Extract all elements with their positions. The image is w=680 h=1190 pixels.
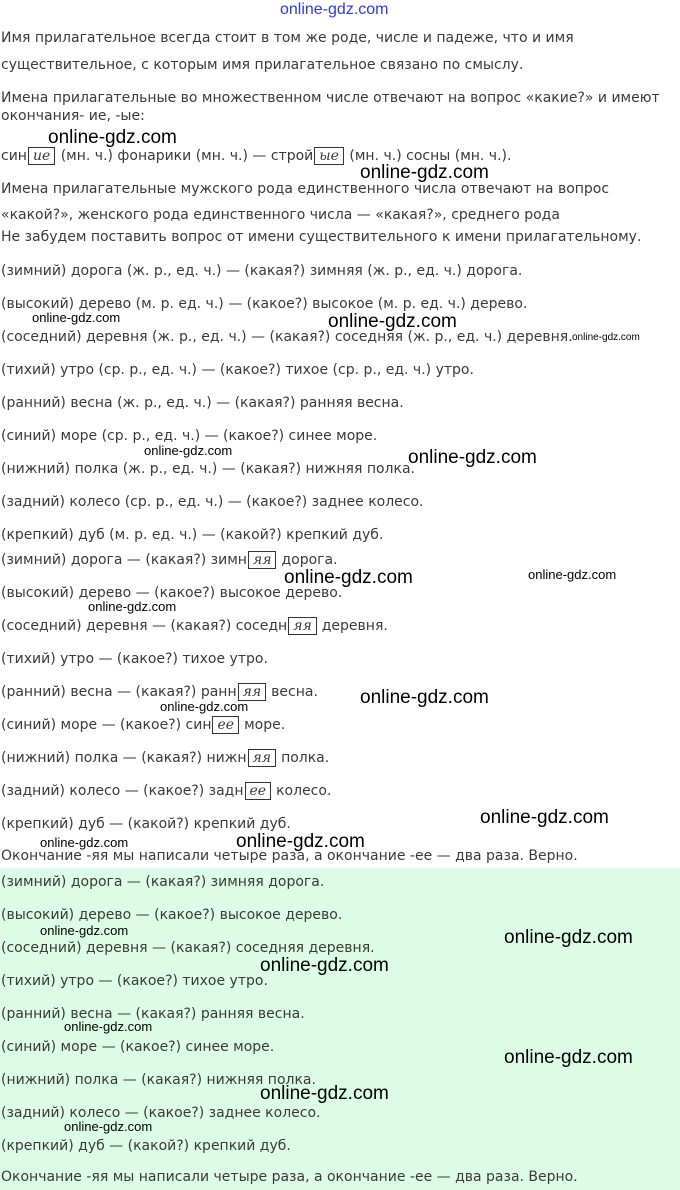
row-text: (ранний) весна — (какая?) ранн (1, 684, 237, 700)
row-text: море. (244, 717, 286, 733)
watermark: online-gdz.com (360, 687, 489, 708)
watermark: online-gdz.com (360, 162, 489, 183)
ending-box: ые (314, 147, 344, 165)
watermark: online-gdz.com (40, 923, 129, 938)
final-row: (ранний) весна — (какая?) ранняя весна. (1, 1006, 305, 1022)
watermark: online-gdz.com (408, 447, 537, 468)
row-text: (нижний) полка — (какая?) нижн (1, 750, 247, 766)
watermark: online-gdz.com (64, 1119, 153, 1134)
answer-row: (крепкий) дуб — (какой?) крепкий дуб. (1, 816, 291, 832)
row-text: (соседний) деревня — (какая?) соседн (1, 618, 288, 634)
answer-row: (высокий) дерево — (какое?) высокое дерево. (1, 585, 343, 601)
watermark: online-gdz.com (328, 311, 457, 332)
rule-line: окончания- ие, -ые: (1, 108, 145, 124)
final-row: (задний) колесо — (какое?) заднее колесо. (1, 1105, 321, 1121)
ending-box: яя (238, 683, 267, 701)
example-row: (зимний) дорога (ж. р., ед. ч.) — (какая?) зимняя (ж. р., ед. ч.) дорога. (1, 263, 523, 279)
final-row: (соседний) деревня — (какая?) соседняя деревня. (1, 940, 375, 956)
answer-row (1, 617, 388, 635)
watermark: online-gdz.com (236, 831, 365, 852)
row-text: (синий) море — (какое?) син (1, 717, 212, 733)
watermark: online-gdz.com (160, 699, 249, 714)
watermark: online-gdz.com (32, 310, 121, 325)
example-text: (мн. ч.) сосны (мн. ч.). (349, 148, 512, 164)
ending-box: ее (212, 716, 239, 734)
final-row: (тихий) утро — (какое?) тихое утро. (1, 973, 268, 989)
watermark: online-gdz.com (480, 807, 609, 828)
watermark: online-gdz.com (64, 1019, 153, 1034)
example-row: (нижний) полка (ж. р., ед. ч.) — (какая?) нижняя полка. (1, 461, 415, 477)
example-text: син (1, 148, 27, 164)
watermark: online-gdz.com (48, 127, 177, 148)
final-row: (зимний) дорога — (какая?) зимняя дорога. (1, 874, 325, 890)
row-text: деревня. (321, 618, 388, 634)
example-row: (тихий) утро (ср. р., ед. ч.) — (какое?) тихое (ср. р., ед. ч.) утро. (1, 362, 474, 378)
row-text: полка. (281, 750, 330, 766)
example-row: (ранний) весна (ж. р., ед. ч.) — (какая?) ранняя весна. (1, 395, 404, 411)
example-text: (мн. ч.) фонарики (мн. ч.) — строй (60, 148, 314, 164)
watermark: online-gdz.com (40, 835, 129, 850)
ending-box: ие (28, 147, 55, 165)
ending-box: ее (245, 782, 272, 800)
rule-line: «какой?», женского рода единственного числа — «какая?», среднего рода (1, 207, 560, 223)
conclusion-2: Окончание -яя мы написали четыре раза, а окончание -ее — два раза. Верно. (1, 1169, 578, 1185)
answer-row (1, 749, 329, 767)
rule-line: Имя прилагательное всегда стоит в том же роде, числе и падеже, что и имя (1, 30, 574, 46)
watermark: online-gdz.com (144, 443, 233, 458)
rule-line: существительное, с которым имя прилагательное связано по смыслу. (1, 57, 524, 73)
ending-box: яя (248, 749, 277, 767)
watermark: online-gdz.com (528, 567, 617, 582)
watermark: online-gdz.com (572, 332, 640, 343)
row-text: (зимний) дорога — (какая?) зимн (1, 552, 247, 568)
answer-row: (тихий) утро — (какое?) тихое утро. (1, 651, 268, 667)
row-text: дорога. (281, 552, 338, 568)
final-row: (синий) море — (какое?) синее море. (1, 1039, 275, 1055)
top-watermark: online-gdz.com (280, 1, 389, 18)
example-row: (задний) колесо (ср. р., ед. ч.) — (какое?) заднее колесо. (1, 494, 424, 510)
row-text: (задний) колесо — (какое?) задн (1, 783, 244, 799)
example-row: (синий) море (ср. р., ед. ч.) — (какое?) синее море. (1, 428, 378, 444)
rule-line: Имена прилагательные мужского рода единственного числа отвечают на вопрос (1, 181, 610, 197)
answer-row (1, 716, 285, 734)
watermark: online-gdz.com (260, 955, 389, 976)
watermark: online-gdz.com (284, 567, 413, 588)
example-row: (высокий) дерево (м. р. ед. ч.) — (какое?) высокое (м. р. ед. ч.) дерево. (1, 296, 528, 312)
rule-line: Не забудем поставить вопрос от имени существительного к имени прилагательному. (1, 229, 642, 245)
conclusion: Окончание -яя мы написали четыре раза, а окончание -ее — два раза. Верно. (1, 848, 578, 864)
row-text: весна. (271, 684, 318, 700)
final-row: (высокий) дерево — (какое?) высокое дерево. (1, 907, 343, 923)
row-text: колесо. (276, 783, 332, 799)
watermark: online-gdz.com (504, 1047, 633, 1068)
answer-row (1, 782, 331, 800)
watermark: online-gdz.com (504, 927, 633, 948)
ending-box: яя (288, 617, 317, 635)
example-row: (соседний) деревня (ж. р., ед. ч.) — (какая?) соседняя (ж. р., ед. ч.) деревня. (1, 329, 573, 345)
rule-line: Имена прилагательные во множественном числе отвечают на вопрос «какие?» и имеют (1, 90, 660, 106)
watermark: online-gdz.com (88, 599, 177, 614)
example-row: (крепкий) дуб (м. р. ед. ч.) — (какой?) крепкий дуб. (1, 527, 384, 543)
final-row: (нижний) полка — (какая?) нижняя полка. (1, 1072, 316, 1088)
ending-box: яя (248, 551, 277, 569)
watermark: online-gdz.com (260, 1083, 389, 1104)
final-row: (крепкий) дуб — (какой?) крепкий дуб. (1, 1138, 291, 1154)
